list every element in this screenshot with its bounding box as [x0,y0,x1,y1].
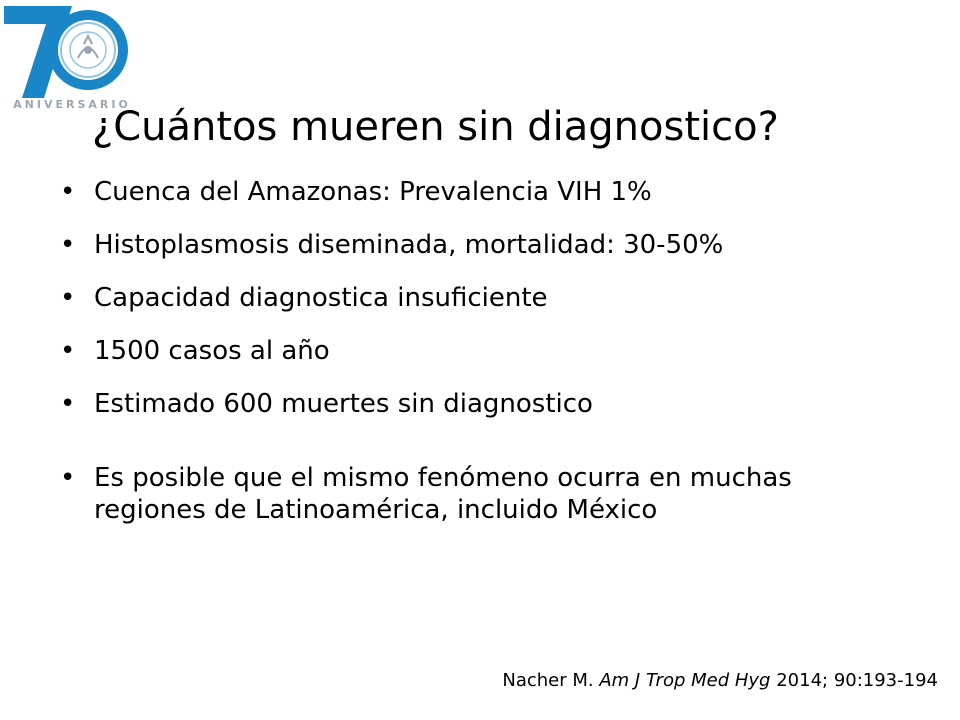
bullet-dot-icon: • [60,177,76,207]
bullet-dot-icon: • [60,463,76,493]
slide-title: ¿Cuántos mueren sin diagnostico? [92,104,779,150]
bullet-item [60,462,880,526]
citation-journal: Am J Trop Med Hyg [599,670,771,691]
bullet-item [60,176,880,208]
bullet-item [60,335,880,367]
anniversary-logo [0,0,140,120]
bullet-text: Es posible que el mismo fenómeno ocurra en muchas regiones de Latinoamérica, incluido México [94,463,792,525]
bullet-dot-icon: • [60,389,76,419]
anniversary-logo-graphic [0,0,140,120]
bullet-dot-icon: • [60,230,76,260]
bullet-dot-icon: • [60,336,76,366]
bullet-item [60,388,880,420]
bullet-text: 1500 casos al año [94,336,330,366]
citation-details: 2014; 90:193-194 [776,670,938,691]
bullet-text: Histoplasmosis diseminada, mortalidad: 30-50% [94,230,724,260]
svg-text:ANIVERSARIO: ANIVERSARIO [13,98,131,111]
citation-author: Nacher M. [502,670,594,691]
bullet-list [60,176,880,547]
bullet-text: Cuenca del Amazonas: Prevalencia VIH 1% [94,177,652,207]
bullet-item [60,229,880,261]
bullet-item [60,282,880,314]
bullet-dot-icon: • [60,283,76,313]
bullet-text: Capacidad diagnostica insuficiente [94,283,548,313]
citation [502,670,938,691]
bullet-text: Estimado 600 muertes sin diagnostico [94,389,593,419]
